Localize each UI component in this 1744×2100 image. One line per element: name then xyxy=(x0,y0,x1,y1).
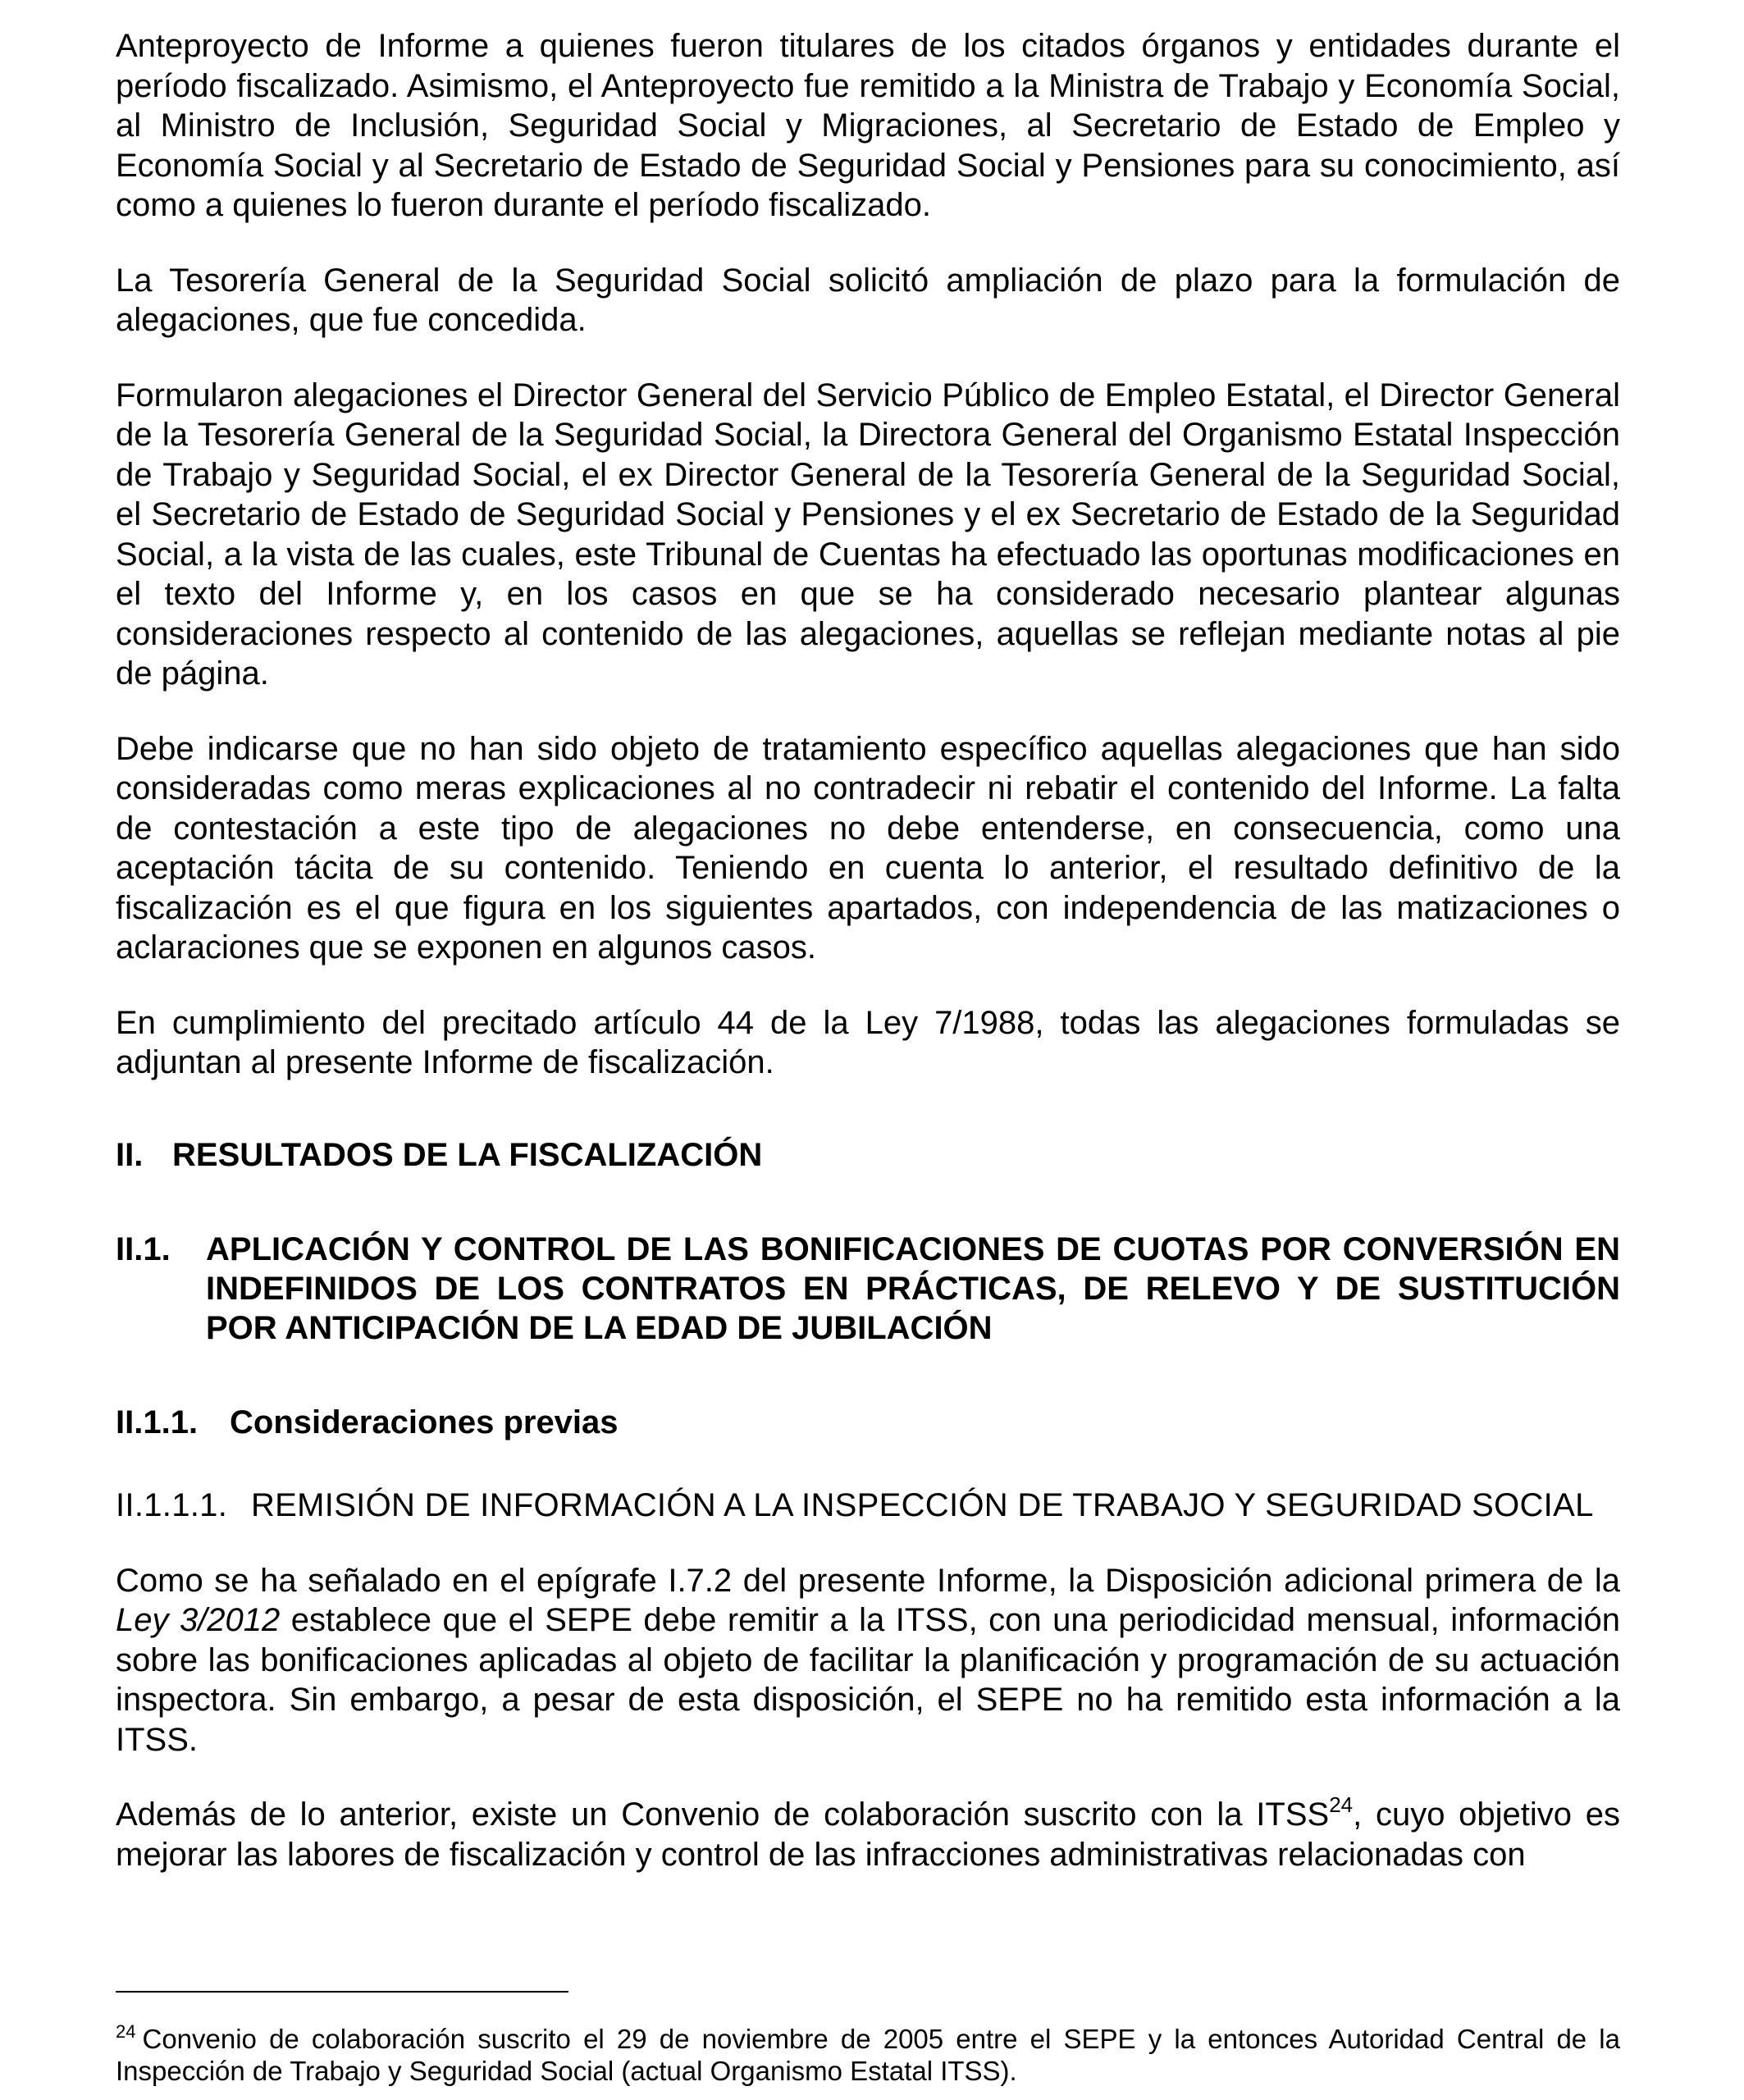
footnote-number: 24 xyxy=(116,2021,136,2042)
paragraph-alegaciones-formuladas: Formularon alegaciones el Director General del Servicio Público de Empleo Estatal, el Director General de la Tesorería General de la Seguridad Social, la Directora General del Organismo Estatal Inspección de Trabajo y Seguridad Social, el ex Director General de la Tesorería General de la Seguridad Social, el Secretario de Estado de Seguridad Social y Pensiones y el ex Secretario de Estado de la Seguridad Social, a la vista de las cuales, este Tribunal de Cuentas ha efectuado las oportunas modificaciones en el texto del Informe y, en los casos en que se ha considerado necesario plantear algunas consideraciones respecto al contenido de las alegaciones, aquellas se reflejan mediante notas al pie de página. xyxy=(116,377,1620,692)
section-title: APLICACIÓN Y CONTROL DE LAS BONIFICACIONES DE CUOTAS POR CONVERSIÓN EN INDEFINIDOS DE LOS CONTRATOS EN PRÁCTICAS, DE RELEVO Y DE SUSTITUCIÓN POR ANTICIPACIÓN DE LA EDAD DE JUBILACIÓN xyxy=(206,1230,1620,1346)
remision-text-start: Como se ha señalado en el epígrafe I.7.2 del presente Informe, la Disposición adicional primera de la xyxy=(116,1562,1620,1599)
footnote-reference: 24 xyxy=(1329,1792,1354,1817)
section-heading-ii-1-1-1 xyxy=(116,1486,1620,1525)
section-number: II.1. xyxy=(116,1230,171,1267)
section-number: II. xyxy=(116,1136,144,1173)
remision-text-end: establece que el SEPE debe remitir a la ITSS, con una periodicidad mensual, información sobre las bonificaciones aplicadas al objeto de facilitar la planificación y programación de su actuación inspectora. Sin embargo, a pesar de esta disposición, el SEPE no ha remitido esta información a la ITSS. xyxy=(116,1602,1620,1758)
paragraph-convenio xyxy=(116,1792,1620,1874)
section-number: II.1.1.1. xyxy=(116,1486,228,1523)
section-title: RESULTADOS DE LA FISCALIZACIÓN xyxy=(172,1136,763,1173)
footnote xyxy=(116,2023,1620,2087)
document-page xyxy=(116,26,1620,1874)
law-reference: Ley 3/2012 xyxy=(116,1602,281,1638)
footnote-separator xyxy=(116,1991,568,1993)
convenio-text-end: , cuyo objetivo es mejorar las labores de fiscalización y control de las infracciones administrativas relacionadas con xyxy=(116,1796,1620,1873)
paragraph-cumplimiento-ley: En cumplimiento del precitado artículo 44 de la Ley 7/1988, todas las alegaciones formuladas se adjuntan al presente Informe de fiscalización. xyxy=(116,1004,1620,1080)
section-number: II.1.1. xyxy=(116,1404,199,1440)
section-heading-ii-1-1 xyxy=(116,1403,1620,1442)
section-title: Consideraciones previas xyxy=(230,1404,619,1440)
section-heading-ii-1 xyxy=(116,1230,1620,1348)
paragraph-remision-itss xyxy=(116,1561,1620,1760)
paragraph-anteproyecto: Anteproyecto de Informe a quienes fueron titulares de los citados órganos y entidades durante el período fiscalizado. Asimismo, el Anteproyecto fue remitido a la Ministra de Trabajo y Economía Social, al Ministro de Inclusión, Seguridad Social y Migraciones, al Secretario de Estado de Empleo y Economía Social y al Secretario de Estado de Seguridad Social y Pensiones para su conocimiento, así como a quienes lo fueron durante el período fiscalizado. xyxy=(116,28,1620,223)
section-heading-ii xyxy=(116,1135,1620,1175)
paragraph-ampliacion-plazo: La Tesorería General de la Seguridad Social solicitó ampliación de plazo para la formulación de alegaciones, que fue concedida. xyxy=(116,262,1620,338)
section-title: REMISIÓN DE INFORMACIÓN A LA INSPECCIÓN DE TRABAJO Y SEGURIDAD SOCIAL xyxy=(251,1486,1594,1523)
paragraph-tratamiento-alegaciones: Debe indicarse que no han sido objeto de tratamiento específico aquellas alegaciones que han sido consideradas como meras explicaciones al no contradecir ni rebatir el contenido del Informe. La falta de contestación a este tipo de alegaciones no debe entenderse, en consecuencia, como una aceptación tácita de su contenido. Teniendo en cuenta lo anterior, el resultado definitivo de la fiscalización es el que figura en los siguientes apartados, con independencia de las matizaciones o aclaraciones que se exponen en algunos casos. xyxy=(116,730,1620,966)
footnote-text: Convenio de colaboración suscrito el 29 de noviembre de 2005 entre el SEPE y la entonces Autoridad Central de la Inspección de Trabajo y Seguridad Social (actual Organismo Estatal ITSS). xyxy=(116,2024,1620,2086)
convenio-text-start: Además de lo anterior, existe un Convenio de colaboración suscrito con la ITSS xyxy=(116,1796,1330,1833)
